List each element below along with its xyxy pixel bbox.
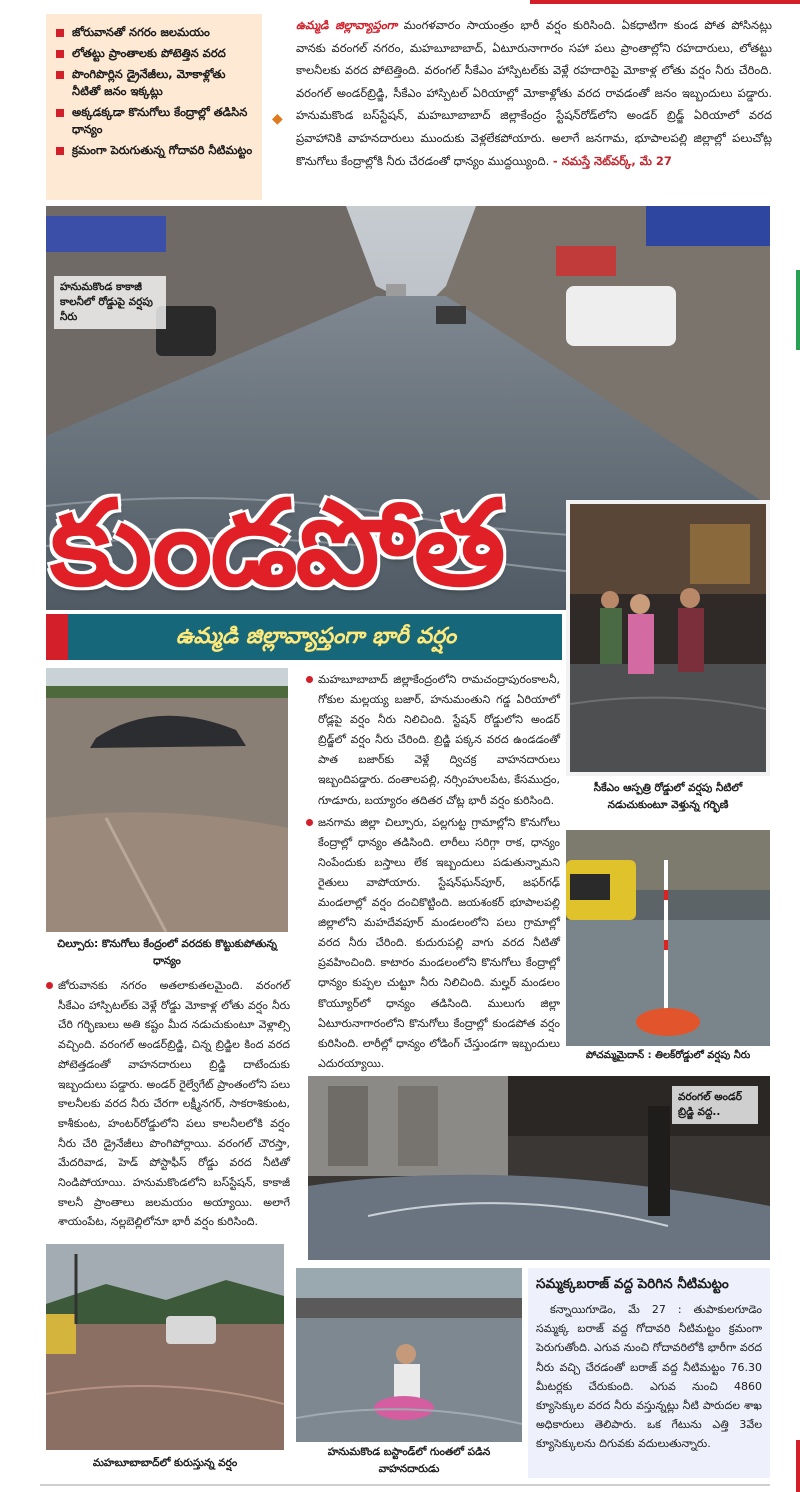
mid-paragraph: మహబూబాబాద్ జిల్లాకేంద్రంలోని రామచంద్రాపురంకాలనీ, గోకుల మల్లయ్య బజార్, హనుమంతుని గడ్డ ఏరియాలో రోడ్లపై వర్షం నీరు నిలిచింది. స్టేషన్ రోడ్డులోని అండర్ బ్రిడ్జ్‌లో వర్షం నీరు చేరింది. బ్రిడ్జి పక్కన వరద ఉండడంతో పాత బజార్‌కు వెళ్లే ద్విచక్ర వాహనదారులు ఇబ్బందిపడ్డారు. దంతాలపల్లి, నర్సింహులపేట, కేసముద్రం, గూడూరు, బయ్యారం తదితర చోట్ల భారీ వర్షం కురిసింది.: [306, 670, 560, 811]
highlight-item: లోతట్టు ప్రాంతాలకు పోటెత్తిన వరద: [56, 45, 254, 62]
diamond-ornament-icon: ◆: [272, 111, 283, 127]
left-column-text: [46, 976, 290, 1236]
story-body: కన్నాయిగూడెం, మే 27 : తుపాకులగూడెం సమ్మక్క బరాజ్ వద్ద గోదావరి నీటిమట్టం క్రమంగా పెరుగుతోంది. ఎగువ నుంచి గోదావరిలోకి భారీగా వరద నీరు వచ్చి చేరడంతో బరాజ్ వద్ద నీటిమట్టం 76.30 మీటర్లకు చేరుకుంది. ఎగువ నుంచి 4860 క్యూసెక్కుల వరద నీరు వస్తున్నట్లు నీటి పారుదల శాఖ అధికారులు తెలిపారు. ఒక గేటును ఎత్తి 3వేల క్యూసెక్కులను దిగువకు వదులుతున్నారు.: [536, 1303, 762, 1451]
top-red-strip: [530, 0, 800, 4]
paddy-flood-illustration: [46, 668, 288, 932]
mid-column-text: [306, 670, 560, 1070]
highlights-box: [46, 14, 262, 200]
lead-kicker: ఉమ్మడి జిల్లావ్యాప్తంగా: [296, 18, 398, 32]
tilak-road-photo: [566, 830, 770, 1046]
left-photo1-caption: చిల్పూరు: కొనుగోలు కేంద్రంలో వరదకు కొట్టుకుపోతున్న ధాన్యం: [57, 938, 277, 967]
highlight-item: పొంగిపొర్లిన డ్రైనేజీలు, మోకాళ్లోతు నీటితో జనం ఇక్కట్లు: [56, 66, 254, 100]
main-photo-caption: హనుమకొండ కాకాజీ కాలనీలో రోడ్డుపై వర్షపు నీరు: [54, 276, 166, 329]
hanumakonda-busstand-photo: [296, 1268, 522, 1442]
lead-text: మంగళవారం సాయంత్రం భారీ వర్షం కురిసింది. ఏకధాటిగా కుండ పోత పోసినట్లు వానకు వరంగల్ నగరం, మహబూబాబాద్, ఏటూరునాగారం సహా పలు ప్రాంతాల్లోని రహదారులు, లోతట్టు కాలనీలకు వరద పోటెత్తింది. వరంగల్ సీకేఎం హాస్పిటల్‌కు వెళ్లే రహదారిపై మోకాళ్ల లోతు వర్షం నీరు చేరింది. వరంగల్ అండర్‌బ్రిడ్జి, సీకేఎం హాస్పిటల్ ఏరియాల్లో మోకాళ్లోతు వరద రావడంతో జనం ఇబ్బందులు పడ్డారు. హనుమకొండ బస్‌స్టేషన్, మహబూబాబాద్ జిల్లాకేంద్రం స్టేషన్‌రోడ్‌లోని అండర్ బ్రిడ్జ్ ఏరియాలో వరద ప్రవాహానికి వాహనదారులు ముందుకు వెళ్లలేకపోయారు. అలాగే జనగామ, భూపాలపల్లి జిల్లాల్లో పలుచోట్ల కొనుగోలు కేంద్రాల్లోకి నీరు చేరడంతో ధాన్యం ముద్దయ్యింది.: [296, 18, 772, 168]
rainy-street-illustration: [46, 1244, 284, 1450]
underbridge-photo: [308, 1076, 770, 1260]
lead-signature: - నమస్తే నెట్‌వర్క్, మే 27: [552, 153, 672, 168]
busstand-flood-illustration: [296, 1268, 522, 1442]
bridge-photo-caption: వరంగల్ అండర్ బ్రిడ్జి వద్ద..: [672, 1086, 758, 1124]
highlight-item: అక్కడక్కడా కొనుగోలు కేంద్రాల్లో తడిసిన ధాన్యం: [56, 104, 254, 138]
left-paragraph: జోరువానకు నగరం అతలాకుతలమైంది. వరంగల్ సీకేఎం హాస్పిటల్‌కు వెళ్లే రోడ్డు మోకాళ్ల లోతు వర్షం నీరు చేరి గర్భిణులు అతి కష్టం మీద నడుచుకుంటూ వెళ్లాల్సి వచ్చింది. వరంగల్ అండర్‌బ్రిడ్జి, చిన్న బ్రిడ్జిల కింద వరద పోటెత్తడంతో వాహనదారులు బ్రిడ్జి దాటేందుకు ఇబ్బందులు పడ్డారు. అండర్ రైల్వేగేట్ ప్రాంతంలోని పలు కాలనీలకు వరద నీరు చేరగా లక్ష్మీనగర్, సాకరాశికుంట, కాశీకుంట, హంటర్‌రోడ్డులోని పలు కాలనీలలోకి వర్షం నీరు చేరి డ్రైనేజీలు పొంగిపోర్లాయి. వరంగల్ చౌరస్తా, మేదరివాడ, హెడ్ పోస్టాఫీస్ రోడ్డు వరద నీటితో నిండిపోయాయి. హనుమకొండలోని బస్‌స్టేషన్, కాకాజీ కాలనీ ప్రాంతాలు జలమయం అయ్యాయి. అలాగే శాయంపేట, నల్లబెల్లిలోనూ భారీ వర్షం కురిసింది.: [46, 976, 290, 1232]
highlight-item: క్రమంగా పెరుగుతున్న గోదావరి నీటిమట్టం: [56, 142, 254, 159]
barrage-story-box: [528, 1268, 770, 1478]
market-flood-illustration: [570, 504, 766, 772]
mahabubabad-rain-photo: [46, 1244, 284, 1450]
right-photo1-caption: సీకేఎం ఆస్పత్రి రోడ్డులో వర్షపు నీటిలో నడుచుకుంటూ వెళ్తున్న గర్భిణి: [593, 782, 743, 811]
bottom-photo1-caption: మహబూబాబాద్‌లో కురుస్తున్న వర్షం: [92, 1457, 238, 1469]
lead-paragraph: [290, 14, 772, 200]
main-headline: కుండపోత: [50, 474, 504, 612]
story-title: సమ్మక్కబరాజ్ వద్ద పెరిగిన నీటిమట్టం: [536, 1276, 729, 1292]
subheading-text: ఉమ్మడి జిల్లావ్యాప్తంగా భారీ వర్షం: [175, 624, 457, 649]
paddy-heap-photo: [46, 668, 288, 932]
bottom-divider: [40, 1484, 770, 1486]
subheading-bar: [46, 614, 562, 660]
side-color-mark-bottom: [796, 1440, 800, 1492]
subheading-accent: [46, 614, 68, 660]
side-color-mark: [796, 270, 800, 350]
tilak-road-illustration: [566, 830, 770, 1046]
pregnant-woman-photo: [566, 500, 770, 776]
mid-paragraph: జనగామ జిల్లా చిల్పూరు, పల్లగుట్ట గ్రామాల్లోని కొనుగోలు కేంద్రాల్లో ధాన్యం తడిసింది. లారీలు సరిగ్గా రాక, ధాన్యం నింపేందుకు బస్తాలు లేక ఇబ్బందులు పడుతున్నామని రైతులు వాపోయారు. స్టేషన్‌ఘన్‌పూర్, జఫర్‌గఢ్ మండలాల్లో వర్షం దంచికొట్టింది. జయశంకర్ భూపాలపల్లి జిల్లాలోని మహదేవపూర్ మండలంలోని పలు గ్రామాల్లో వరద నీరు చేరింది. కుదురుపల్లి వాగు వరద నీటితో ప్రవహించింది. కాటారం మండలంలోని కొనుగోలు కేంద్రాల్లో ధాన్యం కుప్పల చుట్టూ నీరు నిలిచింది. మల్హర్ మండలం కొయ్యూర్‌లో ధాన్యం తడిసింది. ములుగు జిల్లా ఏటూరునాగారంలోని కొనుగోలు కేంద్రాల్లో కుండపోత వర్షం కురిసింది. లారీల్లో ధాన్యం లోడింగ్ చేస్తుండగా ఇబ్బందులు ఎదురయ్యాయి.: [306, 813, 560, 1074]
bottom-photo2-caption: హనుమకొండ బస్టాండ్‌లో గుంతలో పడిన వాహనదారుడు: [327, 1446, 491, 1475]
right-photo2-caption: పోచమ్మమైదాన్ : తిలక్‌రోడ్డులో వర్షపు నీరు: [585, 1050, 751, 1061]
highlight-item: జోరువానతో నగరం జలమయం: [56, 24, 254, 41]
